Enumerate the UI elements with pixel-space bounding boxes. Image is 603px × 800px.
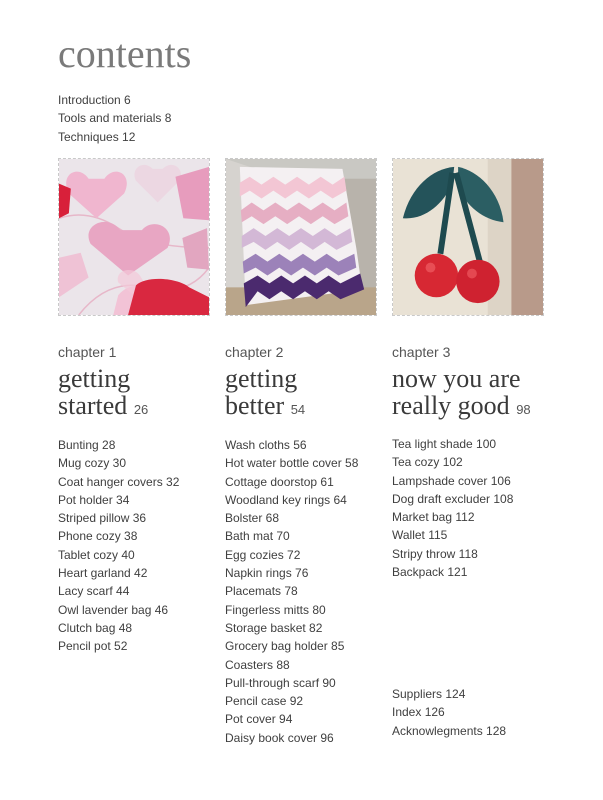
toc-entry[interactable]: Storage basket 82 (225, 620, 323, 635)
toc-entry[interactable]: Lacy scarf 44 (58, 584, 130, 599)
toc-entry[interactable]: Tea cozy 102 (392, 455, 463, 470)
chapter-page-number: 98 (516, 402, 531, 417)
chapter-3-column (392, 343, 531, 581)
toc-entry[interactable]: Egg cozies 72 (225, 547, 301, 562)
chapter-page-number: 54 (290, 402, 306, 417)
toc-entry[interactable]: Introduction 6 (58, 93, 131, 107)
chapter-label: chapter 1 (58, 344, 117, 360)
toc-entry[interactable]: Striped pillow 36 (58, 511, 147, 526)
toc-entry[interactable]: Napkin rings 76 (225, 566, 309, 581)
project-list (225, 436, 358, 747)
toc-entry[interactable]: Hot water bottle cover 58 (225, 456, 359, 471)
project-list (58, 436, 179, 656)
toc-entry[interactable]: Pot holder 34 (58, 492, 130, 507)
toc-entry[interactable]: Coasters 88 (225, 657, 290, 672)
chapter-2-column (225, 343, 358, 747)
chapter-label: chapter 2 (225, 344, 284, 360)
chapter-title-line: getting (58, 364, 131, 393)
toc-entry[interactable]: Pencil pot 52 (58, 639, 128, 654)
toc-entry[interactable]: Acknowlegments 128 (392, 723, 507, 738)
chapter-title[interactable] (58, 365, 179, 423)
toc-entry[interactable]: Lampshade cover 106 (392, 473, 511, 488)
toc-entry[interactable]: Woodland key rings 64 (225, 492, 347, 507)
toc-entry[interactable]: Mug cozy 30 (58, 456, 127, 471)
toc-entry[interactable]: Daisy book cover 96 (225, 730, 334, 745)
toc-entry[interactable]: Placemats 78 (225, 584, 298, 599)
chapter-1-column (58, 343, 179, 656)
toc-entry[interactable]: Cottage doorstop 61 (225, 474, 334, 489)
chapter-title-line (58, 392, 179, 423)
toc-entry[interactable]: Fingerless mitts 80 (225, 602, 326, 617)
toc-entry[interactable]: Phone cozy 38 (58, 529, 138, 544)
toc-entry[interactable]: Suppliers 124 (392, 687, 466, 701)
chapter-title-line: now you are (392, 364, 521, 393)
toc-entry[interactable]: Market bag 112 (392, 510, 475, 525)
knitted-cherries-photo (392, 158, 544, 316)
chapter-page-number: 26 (133, 402, 149, 417)
toc-entry[interactable]: Heart garland 42 (58, 566, 148, 581)
chapter-title[interactable] (392, 365, 531, 423)
toc-entry[interactable]: Owl lavender bag 46 (58, 602, 169, 617)
toc-entry[interactable]: Bunting 28 (58, 438, 116, 452)
chapter-label: chapter 3 (392, 344, 451, 360)
chapter-title-line (225, 392, 358, 423)
toc-entry[interactable]: Pull-through scarf 90 (225, 675, 336, 690)
intro-list (58, 91, 171, 146)
toc-entry[interactable]: Tea light shade 100 (392, 437, 497, 451)
toc-entry[interactable]: Wash cloths 56 (225, 438, 307, 452)
chapter-title-text: better (225, 391, 285, 420)
chapter-title-text: started (58, 391, 128, 420)
project-list (392, 435, 531, 581)
toc-entry[interactable]: Grocery bag holder 85 (225, 639, 345, 654)
chapter-title[interactable] (225, 365, 358, 423)
toc-entry[interactable]: Bolster 68 (225, 511, 280, 526)
toc-entry[interactable]: Dog draft excluder 108 (392, 491, 514, 506)
toc-entry[interactable]: Wallet 115 (392, 528, 448, 543)
chapter-title-line (392, 392, 531, 423)
knitted-hearts-photo (58, 158, 210, 316)
chapter-title-text: really good (392, 391, 510, 420)
toc-entry[interactable]: Stripy throw 118 (392, 546, 478, 561)
chapter-title-line: getting (225, 364, 298, 393)
toc-entry[interactable]: Tools and materials 8 (58, 111, 172, 126)
toc-entry[interactable]: Tablet cozy 40 (58, 547, 135, 562)
toc-entry[interactable]: Techniques 12 (58, 129, 136, 144)
page-title: contents (58, 31, 192, 76)
toc-entry[interactable]: Coat hanger covers 32 (58, 474, 180, 489)
toc-entry[interactable]: Pencil case 92 (225, 694, 304, 709)
back-matter-list (392, 685, 506, 740)
knitted-blanket-photo (225, 158, 377, 316)
toc-entry[interactable]: Backpack 121 (392, 565, 468, 580)
toc-entry[interactable]: Index 126 (392, 705, 445, 720)
toc-entry[interactable]: Clutch bag 48 (58, 620, 133, 635)
toc-entry[interactable]: Bath mat 70 (225, 529, 290, 544)
toc-entry[interactable]: Pot cover 94 (225, 712, 293, 727)
